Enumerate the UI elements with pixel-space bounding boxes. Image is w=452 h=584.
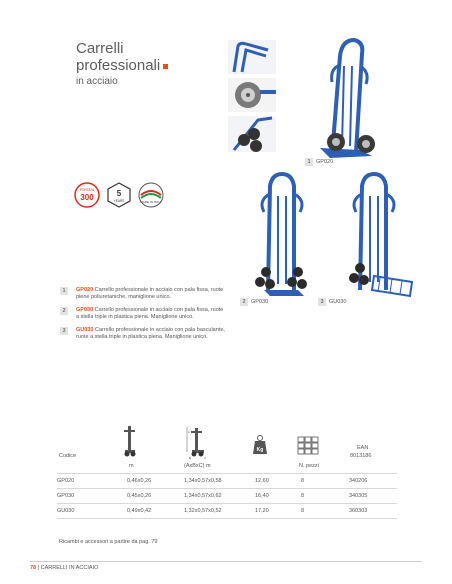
badge-years-label: YEARS bbox=[113, 199, 125, 203]
badge-kg-top: PORTATA bbox=[79, 188, 95, 192]
wheel-detail-photo bbox=[228, 78, 276, 112]
page-footer bbox=[30, 565, 98, 571]
page-subtitle: in acciaio bbox=[76, 76, 118, 87]
description-3 bbox=[62, 327, 227, 341]
product-label-gp020 bbox=[305, 158, 333, 166]
title-line-2: professionali bbox=[76, 57, 161, 74]
cell-m: 0,45x0,26 bbox=[127, 489, 184, 504]
description-text: Carrello professionale in acciaio con pala basculante, ruote a stella triple in plastica piena. Maniglione unico. bbox=[76, 327, 225, 340]
detail-photos bbox=[228, 40, 276, 152]
cell-ean: 360303 bbox=[349, 504, 397, 519]
description-text: Carrello professionale in acciaio con pala fissa, ruote piene poliuretaniche, maniglione unico. bbox=[76, 287, 224, 300]
product-number: 3 bbox=[318, 298, 326, 306]
made-in-italy-badge bbox=[138, 182, 164, 208]
table-row bbox=[57, 489, 397, 504]
cell-pezzi: 8 bbox=[301, 504, 349, 519]
pieces-grid-icon bbox=[297, 436, 319, 456]
product-label-gu030 bbox=[318, 298, 346, 306]
cell-pezzi: 8 bbox=[301, 489, 349, 504]
cell-dims: 1,34x0,57x0,62 bbox=[184, 489, 255, 504]
description-number: 1 bbox=[60, 287, 68, 295]
product-code: GU030 bbox=[329, 299, 347, 305]
product-label-gp030 bbox=[240, 298, 268, 306]
trolley-gu030-photo bbox=[344, 172, 416, 300]
col-ean-prefix: 8013186 bbox=[350, 453, 372, 459]
title-accent-square bbox=[163, 64, 168, 69]
weight-icon bbox=[250, 434, 270, 456]
product-code: GP030 bbox=[251, 299, 269, 305]
weight-icon-label: Kg bbox=[256, 447, 264, 453]
col-ean: EAN bbox=[357, 445, 369, 451]
cell-pezzi: 8 bbox=[301, 474, 349, 489]
page-title bbox=[76, 40, 160, 74]
trolley-dimensions-icon bbox=[184, 424, 210, 460]
col-dims: (AxBxC) m bbox=[184, 463, 211, 469]
cell-code: GP030 bbox=[57, 489, 127, 504]
footer-rule bbox=[30, 561, 422, 562]
col-m: m bbox=[129, 463, 134, 469]
title-line-1: Carrelli bbox=[76, 40, 124, 57]
trolley-gp020-photo bbox=[310, 36, 380, 162]
trolley-footprint-icon bbox=[122, 424, 138, 458]
specs-table bbox=[57, 473, 397, 519]
badge-made-in: MADE IN ITALY bbox=[140, 200, 162, 204]
badge-kg-value: 300 bbox=[80, 193, 94, 202]
table-row bbox=[57, 474, 397, 489]
dim-b-label: B bbox=[189, 456, 192, 460]
cell-kg: 16,40 bbox=[255, 489, 301, 504]
cell-code: GU030 bbox=[57, 504, 127, 519]
description-number: 2 bbox=[60, 307, 68, 315]
description-code: GP030 bbox=[76, 307, 94, 313]
cell-code: GP020 bbox=[57, 474, 127, 489]
handle-detail-photo bbox=[228, 40, 276, 74]
description-code: GU030 bbox=[76, 327, 94, 333]
cell-dims: 1,32x0,57x0,52 bbox=[184, 504, 255, 519]
cell-dims: 1,34x0,57x0,58 bbox=[184, 474, 255, 489]
col-pezzi: N. pezzi bbox=[299, 463, 319, 469]
table-top-rule bbox=[57, 473, 397, 474]
page-number: 78 bbox=[30, 565, 37, 571]
trolley-gp030-photo bbox=[252, 172, 312, 300]
product-number: 1 bbox=[305, 158, 313, 166]
badge-years-value: 5 bbox=[116, 189, 122, 198]
description-code: GP020 bbox=[76, 287, 94, 293]
cell-m: 0,46x0,26 bbox=[127, 474, 184, 489]
product-number: 2 bbox=[240, 298, 248, 306]
cell-kg: 17,20 bbox=[255, 504, 301, 519]
cell-ean: 340206 bbox=[349, 474, 397, 489]
cell-ean: 340305 bbox=[349, 489, 397, 504]
warranty-badge bbox=[106, 182, 132, 208]
footer-section: | CARRELLI IN ACCIAIO bbox=[37, 565, 99, 571]
accessories-note: Ricambi e accessori a partire da pag. 79 bbox=[59, 539, 158, 545]
description-text: Carrello professionale in acciaio con pala fissa, ruote a stella triple in plastica piena. Maniglione unico. bbox=[76, 307, 224, 320]
product-code: GP020 bbox=[316, 159, 334, 165]
description-1 bbox=[62, 287, 227, 301]
load-capacity-badge bbox=[74, 182, 100, 208]
description-number: 3 bbox=[60, 327, 68, 335]
dim-c-label: C bbox=[204, 456, 207, 460]
cell-m: 0,49x0,42 bbox=[127, 504, 184, 519]
cell-kg: 12,60 bbox=[255, 474, 301, 489]
star-wheel-detail-photo bbox=[228, 116, 276, 152]
col-codice: Codice bbox=[59, 453, 77, 459]
dim-a-label: A bbox=[188, 430, 191, 434]
description-2 bbox=[62, 307, 227, 321]
table-row bbox=[57, 504, 397, 519]
